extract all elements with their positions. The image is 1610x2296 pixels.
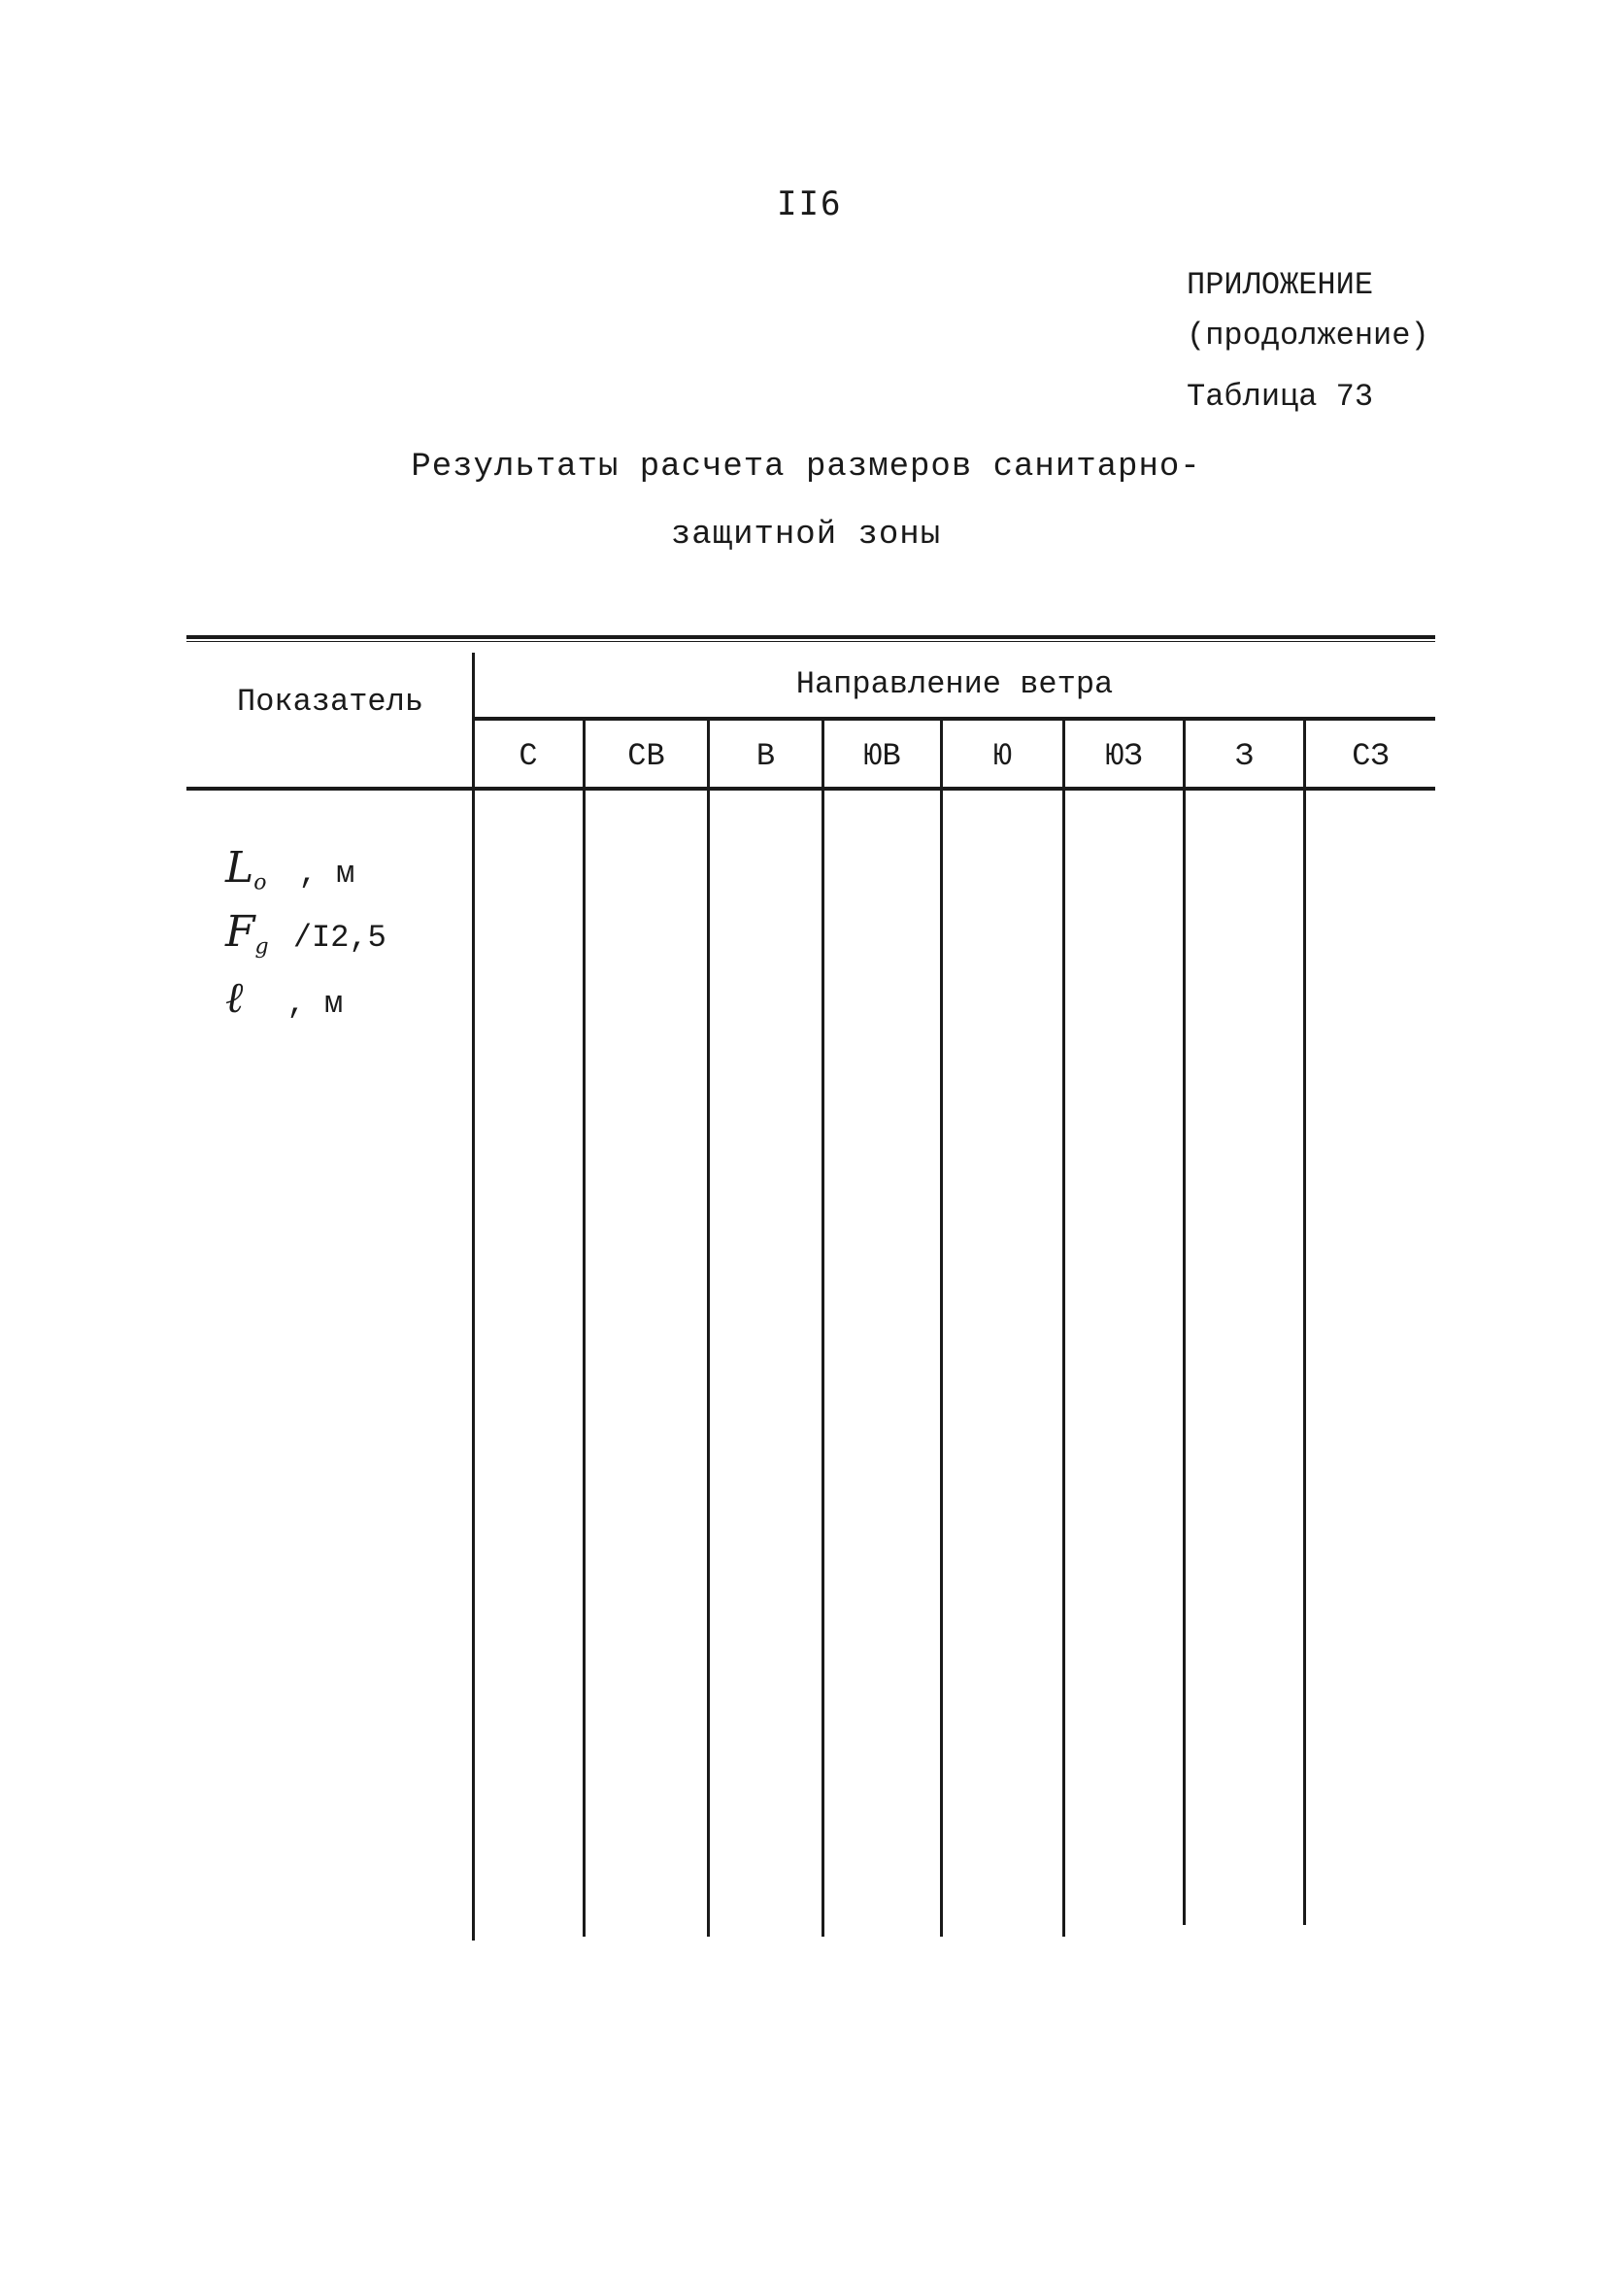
column-divider-3: [822, 721, 824, 1937]
column-divider-5: [1062, 721, 1065, 1937]
direction-header-sw: ЮЗ: [1105, 738, 1143, 774]
direction-header-nw: СЗ: [1352, 738, 1390, 774]
direction-header-n: С: [519, 738, 538, 774]
appendix-continuation: (продолжение): [1187, 318, 1429, 354]
row-label-frequency: [225, 907, 386, 959]
wind-header-rule: [474, 717, 1435, 721]
direction-header-ne: СВ: [627, 738, 665, 774]
direction-header-w: З: [1234, 738, 1255, 774]
row-suffix: , м: [298, 856, 355, 892]
indicator-header: Показатель: [236, 684, 424, 720]
table-number: Таблица 73: [1187, 379, 1374, 415]
appendix-label: [1187, 260, 1429, 361]
row-subscript: g: [254, 934, 269, 960]
table-title-line-2: защитной зоны: [670, 517, 942, 554]
table-top-rule-thin: [186, 641, 1435, 642]
row-suffix: /I2,5: [292, 920, 386, 956]
direction-header-s: Ю: [992, 738, 1013, 774]
row-suffix: , м: [286, 986, 344, 1022]
page-number: II6: [777, 185, 843, 223]
table-top-rule: [186, 635, 1435, 639]
wind-direction-header: Направление ветра: [795, 666, 1114, 702]
column-divider-7: [1303, 721, 1306, 1925]
row-symbol: ℓ: [225, 973, 244, 1023]
row-label-distance-l0: [225, 843, 354, 895]
column-divider-indicator: [472, 653, 475, 1941]
column-divider-6: [1183, 721, 1186, 1925]
row-symbol: F: [225, 907, 255, 957]
direction-header-se: ЮВ: [863, 738, 901, 774]
direction-header-e: В: [755, 738, 776, 774]
column-divider-4: [940, 721, 943, 1937]
appendix-title: ПРИЛОЖЕНИЕ: [1187, 267, 1374, 303]
column-divider-1: [583, 721, 586, 1937]
row-subscript: o: [253, 870, 267, 895]
table-title-line-1: Результаты расчета размеров санитарно-: [411, 449, 1201, 486]
header-bottom-rule: [186, 787, 1435, 791]
row-symbol: L: [225, 843, 254, 893]
row-label-distance-l: [225, 973, 343, 1025]
column-divider-2: [707, 721, 710, 1937]
